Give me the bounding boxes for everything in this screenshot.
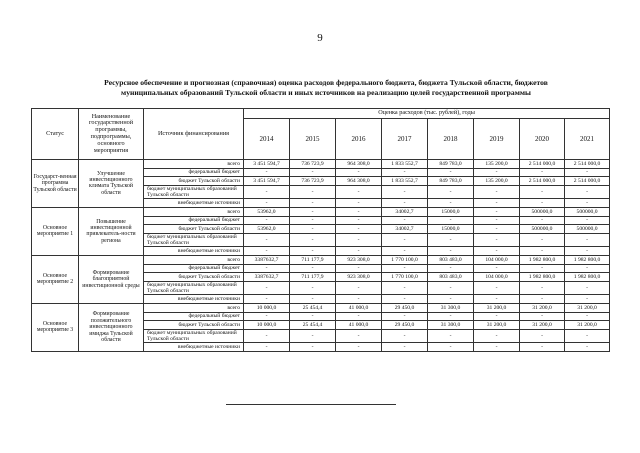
amount-cell: 964 308,0: [336, 160, 382, 169]
amount-cell: -: [382, 185, 428, 199]
funding-source: внебюджетные источники: [144, 199, 244, 208]
amount-cell: -: [382, 199, 428, 208]
amount-cell: 31 200,0: [474, 303, 520, 312]
amount-cell: 34002,7: [382, 225, 428, 234]
funding-source: бюджет Тульской области: [144, 177, 244, 186]
amount-cell: -: [428, 216, 474, 225]
amount-cell: -: [336, 312, 382, 321]
amount-cell: -: [382, 312, 428, 321]
amount-cell: 10 000,0: [244, 321, 290, 330]
amount-cell: -: [290, 216, 336, 225]
amount-cell: 25 454,4: [290, 321, 336, 330]
amount-cell: -: [244, 168, 290, 177]
amount-cell: -: [474, 185, 520, 199]
amount-cell: 1 982 800,0: [565, 273, 610, 282]
amount-cell: -: [244, 199, 290, 208]
amount-cell: 104 000,0: [474, 255, 520, 264]
amount-cell: 711 177,9: [290, 255, 336, 264]
amount-cell: 41 000,0: [336, 303, 382, 312]
amount-cell: -: [290, 343, 336, 352]
amount-cell: -: [336, 216, 382, 225]
amount-cell: 29 450,0: [382, 321, 428, 330]
block-status: Основное мероприятие 2: [32, 255, 79, 303]
amount-cell: 1 770 100,0: [382, 273, 428, 282]
amount-cell: 500000,0: [520, 225, 565, 234]
document-title-line-1: Ресурсное обеспечение и прогнозная (справочная) оценка расходов федерального бюджета, бюджета Тульской области, бюджетов: [104, 78, 548, 87]
amount-cell: -: [520, 312, 565, 321]
amount-cell: 31 200,0: [565, 303, 610, 312]
amount-cell: 923 308,0: [336, 273, 382, 282]
amount-cell: 15000,0: [428, 225, 474, 234]
amount-cell: 53962,0: [244, 207, 290, 216]
amount-cell: 964 308,0: [336, 177, 382, 186]
amount-cell: -: [382, 247, 428, 256]
amount-cell: -: [520, 185, 565, 199]
amount-cell: 135 200,0: [474, 160, 520, 169]
amount-cell: -: [336, 295, 382, 304]
funding-source: всего: [144, 255, 244, 264]
block-name: Улучшение инвестиционного климата Тульской области: [79, 160, 144, 208]
document-title: [52, 78, 600, 97]
table-row: [32, 303, 610, 312]
amount-cell: -: [244, 185, 290, 199]
amount-cell: -: [290, 207, 336, 216]
funding-source: всего: [144, 303, 244, 312]
amount-cell: 3387632,7: [244, 255, 290, 264]
amount-cell: -: [336, 207, 382, 216]
amount-cell: -: [565, 329, 610, 343]
amount-cell: -: [474, 216, 520, 225]
amount-cell: 736 723,9: [290, 160, 336, 169]
amount-cell: -: [474, 168, 520, 177]
amount-cell: -: [520, 264, 565, 273]
amount-cell: -: [520, 216, 565, 225]
amount-cell: -: [244, 247, 290, 256]
amount-cell: -: [336, 225, 382, 234]
amount-cell: 500000,0: [565, 207, 610, 216]
amount-cell: 2 514 000,0: [565, 177, 610, 186]
amount-cell: -: [474, 225, 520, 234]
amount-cell: -: [474, 329, 520, 343]
amount-cell: 31 300,0: [428, 321, 474, 330]
header-status: Статус: [32, 109, 79, 160]
page-number: 9: [317, 32, 323, 44]
amount-cell: -: [520, 199, 565, 208]
amount-cell: -: [520, 233, 565, 247]
funding-source: бюджет Тульской области: [144, 225, 244, 234]
amount-cell: -: [520, 343, 565, 352]
amount-cell: -: [428, 247, 474, 256]
amount-cell: -: [290, 264, 336, 273]
amount-cell: -: [520, 168, 565, 177]
funding-source: бюджет муниципальных образований Тульской области: [144, 329, 244, 343]
amount-cell: -: [565, 343, 610, 352]
amount-cell: -: [565, 312, 610, 321]
amount-cell: 2 514 000,0: [520, 160, 565, 169]
amount-cell: -: [565, 199, 610, 208]
amount-cell: -: [290, 247, 336, 256]
amount-cell: 1 833 552,7: [382, 160, 428, 169]
amount-cell: -: [244, 216, 290, 225]
amount-cell: 31 200,0: [520, 321, 565, 330]
header-year: 2016: [336, 119, 382, 160]
amount-cell: -: [244, 312, 290, 321]
amount-cell: 34002,7: [382, 207, 428, 216]
amount-cell: -: [565, 216, 610, 225]
funding-source: внебюджетные источники: [144, 343, 244, 352]
block-status: Государст-венная программа Тульской области: [32, 160, 79, 208]
amount-cell: 1 982 800,0: [520, 255, 565, 264]
amount-cell: -: [290, 225, 336, 234]
amount-cell: 1 770 100,0: [382, 255, 428, 264]
amount-cell: 31 200,0: [565, 321, 610, 330]
funding-source: бюджет Тульской области: [144, 273, 244, 282]
block-name: Формирование благоприятной инвестиционной среды: [79, 255, 144, 303]
amount-cell: -: [565, 185, 610, 199]
amount-cell: -: [336, 199, 382, 208]
amount-cell: -: [428, 295, 474, 304]
funding-source: бюджет Тульской области: [144, 321, 244, 330]
header-year: 2014: [244, 119, 290, 160]
block-name: Формирование положительного инвестиционного имиджа Тульской области: [79, 303, 144, 351]
amount-cell: 3 451 594,7: [244, 160, 290, 169]
funding-source: всего: [144, 207, 244, 216]
amount-cell: 104 000,0: [474, 273, 520, 282]
funding-source: всего: [144, 160, 244, 169]
amount-cell: -: [382, 343, 428, 352]
amount-cell: 500000,0: [565, 225, 610, 234]
amount-cell: -: [244, 329, 290, 343]
amount-cell: 53962,0: [244, 225, 290, 234]
amount-cell: -: [336, 247, 382, 256]
table-row: [32, 207, 610, 216]
block-name: Повышение инвестиционной привлекатель-ности региона: [79, 207, 144, 255]
amount-cell: 135 200,0: [474, 177, 520, 186]
amount-cell: 736 723,9: [290, 177, 336, 186]
amount-cell: 500000,0: [520, 207, 565, 216]
amount-cell: -: [336, 343, 382, 352]
amount-cell: -: [244, 264, 290, 273]
amount-cell: 849 783,0: [428, 160, 474, 169]
amount-cell: -: [474, 343, 520, 352]
funding-source: бюджет муниципальных образований Тульской области: [144, 233, 244, 247]
amount-cell: -: [382, 329, 428, 343]
amount-cell: -: [428, 199, 474, 208]
amount-cell: -: [520, 295, 565, 304]
amount-cell: 803 483,0: [428, 255, 474, 264]
amount-cell: -: [428, 281, 474, 295]
amount-cell: -: [382, 264, 428, 273]
header-year: 2019: [474, 119, 520, 160]
amount-cell: -: [474, 295, 520, 304]
amount-cell: -: [290, 168, 336, 177]
amount-cell: 923 308,0: [336, 255, 382, 264]
amount-cell: -: [382, 281, 428, 295]
amount-cell: -: [565, 168, 610, 177]
table-row: [32, 255, 610, 264]
amount-cell: -: [244, 295, 290, 304]
amount-cell: 3 451 594,7: [244, 177, 290, 186]
amount-cell: -: [474, 247, 520, 256]
amount-cell: 2 514 000,0: [520, 177, 565, 186]
amount-cell: -: [474, 281, 520, 295]
amount-cell: -: [428, 185, 474, 199]
amount-cell: -: [520, 281, 565, 295]
header-source: Источник финансирования: [144, 109, 244, 160]
amount-cell: 15000,0: [428, 207, 474, 216]
header-year: 2020: [520, 119, 565, 160]
amount-cell: -: [382, 233, 428, 247]
header-year: 2021: [565, 119, 610, 160]
block-status: Основное мероприятие 1: [32, 207, 79, 255]
amount-cell: -: [244, 343, 290, 352]
amount-cell: 711 177,9: [290, 273, 336, 282]
amount-cell: -: [428, 343, 474, 352]
amount-cell: 2 514 000,0: [565, 160, 610, 169]
amount-cell: -: [336, 264, 382, 273]
amount-cell: 1 982 800,0: [520, 273, 565, 282]
header-expenses: Оценка расходов (тыс. рублей), годы: [244, 109, 610, 119]
table-row: [32, 160, 610, 169]
amount-cell: -: [520, 247, 565, 256]
header-year: 2015: [290, 119, 336, 160]
funding-source: бюджет муниципальных образований Тульской области: [144, 281, 244, 295]
amount-cell: -: [474, 207, 520, 216]
amount-cell: -: [428, 168, 474, 177]
amount-cell: -: [474, 312, 520, 321]
amount-cell: -: [428, 312, 474, 321]
amount-cell: -: [565, 264, 610, 273]
amount-cell: -: [336, 168, 382, 177]
amount-cell: -: [336, 233, 382, 247]
amount-cell: -: [474, 199, 520, 208]
amount-cell: -: [428, 329, 474, 343]
amount-cell: -: [474, 264, 520, 273]
funding-source: федеральный бюджет: [144, 168, 244, 177]
amount-cell: -: [382, 216, 428, 225]
amount-cell: -: [290, 295, 336, 304]
funding-source: внебюджетные источники: [144, 247, 244, 256]
funding-source: федеральный бюджет: [144, 264, 244, 273]
footer-divider: [226, 404, 396, 405]
resource-table: [31, 108, 610, 352]
header-year: 2017: [382, 119, 428, 160]
amount-cell: -: [290, 185, 336, 199]
amount-cell: -: [565, 247, 610, 256]
amount-cell: -: [290, 233, 336, 247]
amount-cell: -: [474, 233, 520, 247]
amount-cell: -: [290, 199, 336, 208]
amount-cell: -: [244, 233, 290, 247]
amount-cell: -: [382, 168, 428, 177]
amount-cell: -: [290, 329, 336, 343]
amount-cell: -: [336, 185, 382, 199]
amount-cell: -: [244, 281, 290, 295]
amount-cell: 3387632,7: [244, 273, 290, 282]
header-name: Наименование государственной программы, подпрограммы, основного мероприятия: [79, 109, 144, 160]
amount-cell: 849 783,0: [428, 177, 474, 186]
funding-source: внебюджетные источники: [144, 295, 244, 304]
amount-cell: -: [520, 329, 565, 343]
funding-source: федеральный бюджет: [144, 312, 244, 321]
block-status: Основное мероприятие 3: [32, 303, 79, 351]
amount-cell: -: [382, 295, 428, 304]
amount-cell: -: [428, 233, 474, 247]
amount-cell: 31 200,0: [474, 321, 520, 330]
amount-cell: -: [565, 281, 610, 295]
amount-cell: -: [290, 281, 336, 295]
amount-cell: -: [565, 233, 610, 247]
amount-cell: -: [428, 264, 474, 273]
funding-source: бюджет муниципальных образований Тульской области: [144, 185, 244, 199]
amount-cell: 1 982 800,0: [565, 255, 610, 264]
amount-cell: -: [565, 295, 610, 304]
amount-cell: 41 000,0: [336, 321, 382, 330]
amount-cell: -: [336, 281, 382, 295]
amount-cell: 31 200,0: [520, 303, 565, 312]
amount-cell: -: [336, 329, 382, 343]
amount-cell: 29 450,0: [382, 303, 428, 312]
amount-cell: -: [290, 312, 336, 321]
document-title-line-2: муниципальных образований Тульской области и иных источников на реализацию целей государственной программы: [121, 87, 531, 97]
amount-cell: 31 300,0: [428, 303, 474, 312]
amount-cell: 10 000,0: [244, 303, 290, 312]
amount-cell: 803 483,0: [428, 273, 474, 282]
header-year: 2018: [428, 119, 474, 160]
amount-cell: 25 454,4: [290, 303, 336, 312]
amount-cell: 1 833 552,7: [382, 177, 428, 186]
funding-source: федеральный бюджет: [144, 216, 244, 225]
